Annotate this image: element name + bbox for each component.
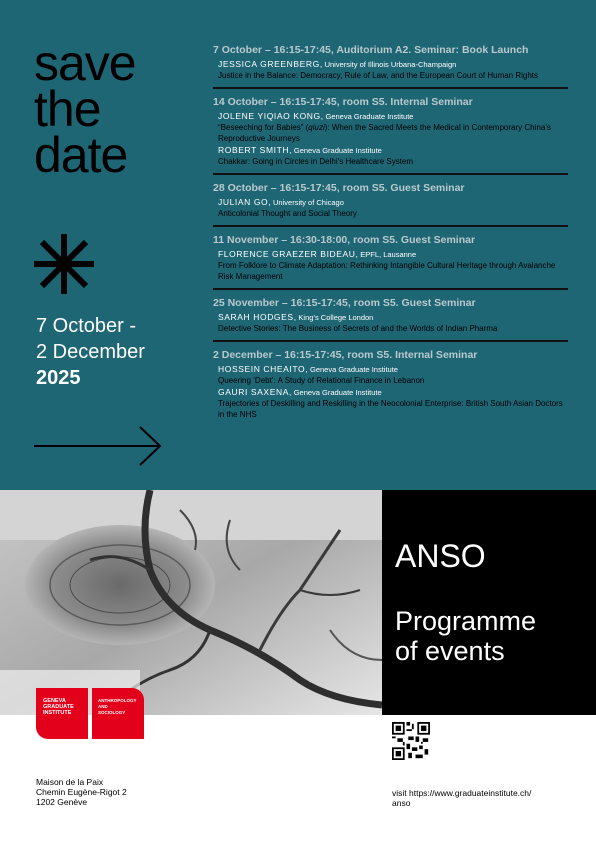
speaker-name: ROBERT SMITH <box>218 145 290 155</box>
date-range <box>36 313 145 391</box>
programme-line: of events <box>395 636 505 666</box>
address-line: Maison de la Paix <box>36 777 104 787</box>
event-item <box>213 95 568 175</box>
heading-line: save <box>34 35 136 91</box>
logo-block-right <box>92 688 144 739</box>
speaker-affiliation: Geneva Graduate Institute <box>293 146 382 155</box>
speaker-name: GAURI SAXENA <box>218 387 289 397</box>
event-item <box>213 348 568 426</box>
speaker-affiliation: Geneva Graduate Institute <box>325 112 414 121</box>
institute-logo <box>36 688 144 739</box>
qr-code[interactable] <box>392 722 430 760</box>
event-header: 25 November – 16:15-17:45, room S5. Guest Seminar <box>213 297 476 309</box>
speaker: FLORENCE GRAEZER BIDEAU, EPFL, Lausanne From Folklore to Climate Adaptation: Rethinking Intangible Cultural Heritage through Avalanche Risk Management <box>218 249 568 282</box>
date-range-start: 7 October - <box>36 315 137 337</box>
speaker: GAURI SAXENA, Geneva Graduate Institute Trajectories of Deskilling and Reskilling in the Neocolonial Enterprise: British South Asian Doctors in the NHS <box>218 387 568 420</box>
title-panel <box>382 490 596 715</box>
address-line: 1202 Genève <box>36 797 88 807</box>
event-header: 28 October – 16:15-17:45, room S5. Guest Seminar <box>213 182 465 194</box>
logo-text: INSTITUTE <box>43 710 72 716</box>
address-line: Chemin Eugène-Rigot 2 <box>36 787 127 797</box>
event-item <box>213 296 568 342</box>
speaker-affiliation: University of Chicago <box>273 198 344 207</box>
anso-title: ANSO <box>395 538 486 574</box>
photo-illustration <box>0 490 382 715</box>
asterisk-icon <box>32 232 96 296</box>
aerial-river-delta-photo <box>0 490 382 715</box>
date-range-end: 2 December <box>36 341 145 363</box>
speaker: SARAH HODGES, King’s College London Detective Stories: The Business of Secrets of and the Worlds of Indian Pharma <box>218 312 568 334</box>
speaker-name: JESSICA GREENBERG <box>218 59 320 69</box>
speaker-affiliation: EPFL, Lausanne <box>360 250 417 259</box>
talk-title: From Folklore to Climate Adaptation: Rethinking Intangible Cultural Heritage through Avalanche Risk Management <box>218 261 556 281</box>
speaker-affiliation: King’s College London <box>298 313 374 322</box>
logo-text: GRADUATE <box>43 704 74 710</box>
talk-title: Detective Stories: The Business of Secrets of and the Worlds of Indian Pharma <box>218 324 498 333</box>
speaker: ROBERT SMITH, Geneva Graduate Institute Chakkar: Going in Circles in Delhi’s Healthcare System <box>218 145 568 167</box>
event-header: 11 November – 16:30-18:00, room S5. Guest Seminar <box>213 234 476 246</box>
date-range-year: 2025 <box>36 367 81 389</box>
logo-text: GENEVA <box>43 698 66 704</box>
event-header: 2 December – 16:15-17:45, room S5. Internal Seminar <box>213 349 478 361</box>
talk-title: Trajectories of Deskilling and Reskilling in the Neocolonial Enterprise: British South Asian Doctors in the NHS <box>218 399 563 419</box>
logo-text: ANTHROPOLOGY <box>98 698 137 703</box>
event-item <box>213 181 568 227</box>
speaker-name: JULIAN GO <box>218 197 269 207</box>
programme-line: Programme <box>395 606 537 636</box>
speaker: HOSSEIN CHEAITO, Geneva Graduate Institute Queering ‘Debt’: A Study of Relational Finance in Lebanon <box>218 364 568 386</box>
programme-title <box>395 606 536 666</box>
speaker: JOLENE YIQIAO KONG, Geneva Graduate Institute “Beseeching for Babies” (qiuzi): When the Sacred Meets the Medical in Contemporary China’s Reproductive Journeys <box>218 111 568 144</box>
speaker-name: JOLENE YIQIAO KONG <box>218 111 321 121</box>
event-header: 14 October – 16:15-17:45, room S5. Internal Seminar <box>213 96 473 108</box>
logo-block-left <box>36 688 88 739</box>
logo-text: SOCIOLOGY <box>98 710 126 715</box>
event-item <box>213 233 568 290</box>
talk-title: Queering ‘Debt’: A Study of Relational Finance in Lebanon <box>218 376 425 385</box>
heading-line: the <box>34 81 101 137</box>
talk-title: Anticolonial Thought and Social Theory <box>218 209 357 218</box>
event-list <box>213 43 568 432</box>
talk-title: Chakkar: Going in Circles in Delhi’s Healthcare System <box>218 157 414 166</box>
website-line: visit https://www.graduateinstitute.ch/ <box>392 788 532 798</box>
speaker-name: HOSSEIN CHEAITO <box>218 364 306 374</box>
speaker: JULIAN GO, University of Chicago Anticolonial Thought and Social Theory <box>218 197 568 219</box>
talk-title: Justice in the Balance: Democracy, Rule of Law, and the European Court of Human Rights <box>218 71 539 80</box>
speaker-name: FLORENCE GRAEZER BIDEAU <box>218 249 356 259</box>
speaker-affiliation: University of Illinois Urbana-Champaign <box>324 60 457 69</box>
heading-line: date <box>34 127 128 183</box>
event-header: 7 October – 16:15-17:45, Auditorium A2. Seminar: Book Launch <box>213 44 529 56</box>
talk-title: “Beseeching for Babies” (qiuzi): When the Sacred Meets the Medical in Contemporary China’s Reproductive Journeys <box>218 123 551 143</box>
arrow-right-icon <box>34 426 164 466</box>
logo-text: AND <box>98 704 108 709</box>
website-link[interactable] <box>392 788 572 808</box>
speaker-affiliation: Geneva Graduate Institute <box>309 365 398 374</box>
save-the-date-heading <box>34 35 136 183</box>
event-item <box>213 43 568 89</box>
speaker-affiliation: Geneva Graduate Institute <box>293 388 382 397</box>
address-block <box>36 777 127 807</box>
website-line: anso <box>392 798 411 808</box>
speaker-name: SARAH HODGES <box>218 312 294 322</box>
speaker: JESSICA GREENBERG, University of Illinois Urbana-Champaign Justice in the Balance: Democracy, Rule of Law, and the European Court of Human Rights <box>218 59 568 81</box>
